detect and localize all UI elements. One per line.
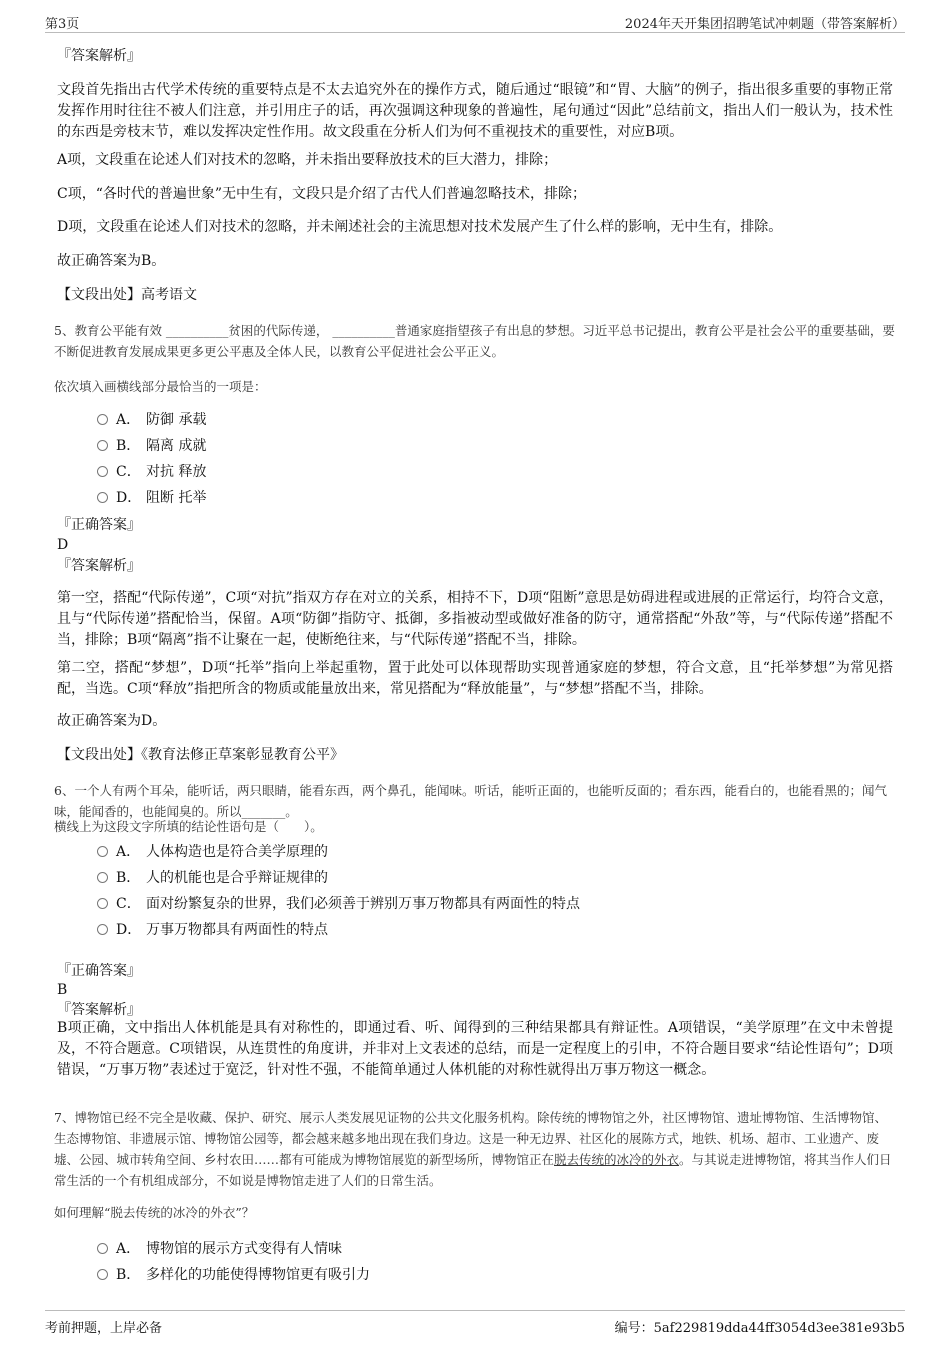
q7-underlined-phrase: 脱去传统的冰冷的外衣 bbox=[554, 1152, 680, 1167]
q4-analysis-paragraph: 文段首先指出古代学术传统的重要特点是不太去追究外在的操作方式，随后通过“眼镜”和“胃、大脑”的例子，指出很多重要的事物正常发挥作用时往往不被人们注意，并引用庄子的话，再次强调这种现象的普遍性，尾句通过“因此”总结前文，指出人们一般认为，技术性的东西是旁枝末节，难以发挥决定性作用。故文段重在分析人们为何不重视技术的重要性，对应B项。 bbox=[57, 82, 893, 140]
q4-analysis-label: 『答案解析』 bbox=[57, 48, 141, 64]
document-title: 2024年天开集团招聘笔试冲刺题（带答案解析） bbox=[624, 17, 905, 32]
radio-icon[interactable] bbox=[97, 924, 108, 935]
radio-icon[interactable] bbox=[97, 898, 108, 909]
q5-answer: D bbox=[57, 537, 69, 553]
q6-option-b[interactable]: B． 人的机能也是合乎辩证规律的 bbox=[97, 868, 328, 888]
q6-answer: B bbox=[57, 982, 68, 998]
q6-analysis-paragraph: B项正确，文中指出人体机能是具有对称性的，即通过看、听、闻得到的三种结果都具有辩证性。A项错误，“美学原理”在文中未曾提及，不符合题意。C项错误，从连贯性的角度讲，并非对上文表述的总结，而是一定程度上的引申，不符合题目要求“结论性语句”；D项错误，“万事万物”表述过于宽泛，针对性不强，不能简单通过人体机能的对称性就得出万事万物这一概念。 bbox=[57, 1020, 893, 1078]
q5-analysis-paragraph-1: 第一空，搭配“代际传递”，C项“对抗”指双方存在对立的关系，相持不下，D项“阻断”意思是妨碍进程或进展的正常运行，均符合文意，且与“代际传递”搭配恰当，保留。A项“防御”指防守、抵御，多指被动型或做好准备的防守，通常搭配“外敌”等，与“代际传递”搭配不当，排除；B项“隔离”指不让聚在一起，使断绝往来，与“代际传递”搭配不当，排除。 bbox=[57, 590, 893, 648]
radio-icon[interactable] bbox=[97, 492, 108, 503]
radio-icon[interactable] bbox=[97, 846, 108, 857]
q6-option-c[interactable]: C． 面对纷繁复杂的世界，我们必须善于辨别万事万物都具有两面性的特点 bbox=[97, 894, 580, 914]
radio-icon[interactable] bbox=[97, 414, 108, 425]
q5-answer-label: 『正确答案』 bbox=[57, 517, 141, 533]
q6-option-a[interactable]: A． 人体构造也是符合美学原理的 bbox=[97, 842, 328, 862]
q5-prompt: 依次填入画横线部分最恰当的一项是： bbox=[54, 379, 267, 394]
q5-option-d[interactable]: D． 阻断 托举 bbox=[97, 488, 206, 508]
q5-source: 【文段出处】《教育法修正草案彰显教育公平》 bbox=[57, 747, 344, 763]
q5-conclusion: 故正确答案为D。 bbox=[57, 713, 167, 729]
q5-stem: 5、教育公平能有效 __________贫困的代际传递， __________普通家庭指望孩子有出息的梦想。习近平总书记提出，教育公平是社会公平的重要基础，要不断促进教育发展成果更多更公平惠及全体人民，以教育公平促进社会公平正义。 bbox=[54, 323, 895, 359]
q6-option-d[interactable]: D． 万事万物都具有两面性的特点 bbox=[97, 920, 328, 940]
page-number: 第3页 bbox=[45, 17, 80, 32]
q4-conclusion: 故正确答案为B。 bbox=[57, 253, 166, 269]
footer-slogan: 考前押题，上岸必备 bbox=[45, 1321, 163, 1336]
page-footer bbox=[45, 1310, 905, 1339]
document-code: 编号：5af229819dda44ff3054d3ee381e93b5 bbox=[614, 1321, 905, 1336]
q5-analysis-paragraph-2: 第二空，搭配“梦想”，D项“托举”指向上举起重物，置于此处可以体现帮助实现普通家庭的梦想，符合文意，且“托举梦想”为常见搭配，当选。C项“释放”指把所含的物质或能量放出来，常见搭配为“释放能量”，与“梦想”搭配不当，排除。 bbox=[57, 660, 893, 697]
radio-icon[interactable] bbox=[97, 466, 108, 477]
q5-analysis-label: 『答案解析』 bbox=[57, 558, 141, 574]
q5-option-c[interactable]: C． 对抗 释放 bbox=[97, 462, 206, 482]
q7-option-a[interactable]: A． 博物馆的展示方式变得有人情味 bbox=[97, 1239, 342, 1259]
q4-source: 【文段出处】高考语文 bbox=[57, 287, 197, 303]
q4-analysis-option-d: D项，文段重在论述人们对技术的忽略，并未阐述社会的主流思想对技术发展产生了什么样的影响，无中生有，排除。 bbox=[57, 219, 783, 235]
radio-icon[interactable] bbox=[97, 1243, 108, 1254]
q7-option-b[interactable]: B． 多样化的功能使得博物馆更有吸引力 bbox=[97, 1265, 370, 1285]
radio-icon[interactable] bbox=[97, 1269, 108, 1280]
q7-stem: 7、博物馆已经不完全是收藏、保护、研究、展示人类发展见证物的公共文化服务机构。除传统的博物馆之外，社区博物馆、遗址博物馆、生活博物馆、生态博物馆、非遗展示馆、博物馆公园等，都会越来越多地出现在我们身边。这是一种无边界、社区化的展陈方式，地铁、机场、超市、工业遗产、废墟、公园、城市转角空间、乡村农田……都有可能成为博物馆展览的新型场所，博物馆正在脱去传统的冰冷的外衣。与其说走进博物馆，将其当作人们日常生活的一个有机组成部分，不如说是博物馆走进了人们的日常生活。 bbox=[54, 1110, 892, 1188]
page-header bbox=[45, 10, 905, 33]
q4-analysis-option-a: A项，文段重在论述人们对技术的忽略，并未指出要释放技术的巨大潜力，排除； bbox=[57, 152, 558, 168]
q6-analysis-label: 『答案解析』 bbox=[57, 1002, 141, 1018]
q7-prompt: 如何理解“脱去传统的冰冷的外衣”？ bbox=[54, 1205, 255, 1220]
q5-option-b[interactable]: B． 隔离 成就 bbox=[97, 436, 206, 456]
radio-icon[interactable] bbox=[97, 440, 108, 451]
q6-answer-label: 『正确答案』 bbox=[57, 963, 141, 979]
q6-prompt: 横线上为这段文字所填的结论性语句是（ ）。 bbox=[54, 819, 323, 834]
radio-icon[interactable] bbox=[97, 872, 108, 883]
q5-option-a[interactable]: A． 防御 承载 bbox=[97, 410, 206, 430]
q4-analysis-option-c: C项，“各时代的普遍世象”无中生有，文段只是介绍了古代人们普遍忽略技术，排除； bbox=[57, 186, 587, 202]
q6-stem: 6、一个人有两个耳朵，能听话，两只眼睛，能看东西，两个鼻孔，能闻味。听话，能听正面的，也能听反面的；看东西，能看白的，也能看黑的；闻气味，能闻香的，也能闻臭的。所以_______。 bbox=[54, 783, 887, 819]
